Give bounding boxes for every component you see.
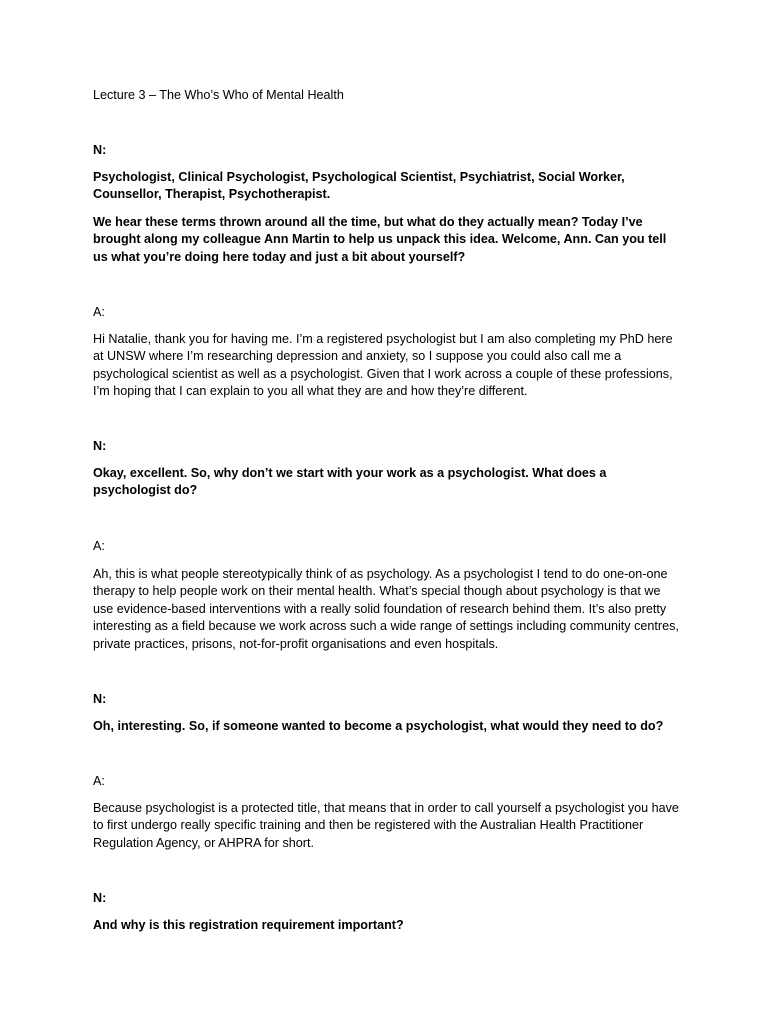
speaker-label: A: bbox=[93, 539, 105, 553]
speaker-label: A: bbox=[93, 774, 105, 788]
interviewer-paragraph: And why is this registration requirement important? bbox=[93, 918, 404, 932]
interviewer-paragraph: Okay, excellent. So, why don’t we start with your work as a psychologist. What does a psychologist do? bbox=[93, 466, 607, 498]
interviewer-paragraph: Psychologist, Clinical Psychologist, Psychological Scientist, Psychiatrist, Social Worker, Counsellor, Therapist, Psychotherapist. bbox=[93, 170, 625, 202]
speaker-label: N: bbox=[93, 143, 107, 157]
speaker-label: A: bbox=[93, 305, 105, 319]
answer-paragraph: Hi Natalie, thank you for having me. I’m a registered psychologist but I am also completing my PhD here at UNSW where I’m researching depression and anxiety, so I suppose you could also call me a psychological scientist as well as a psychologist. Given that I work across a couple of these professions, I’m hoping that I can explain to you all what they are and how they’re different. bbox=[93, 332, 673, 399]
interviewer-paragraph: Oh, interesting. So, if someone wanted to become a psychologist, what would they need to do? bbox=[93, 719, 664, 733]
interviewer-paragraph: We hear these terms thrown around all the time, but what do they actually mean? Today I’ve brought along my colleague Ann Martin to help us unpack this idea. Welcome, Ann. Can you tell us what you’re doing here today and just a bit about yourself? bbox=[93, 215, 667, 264]
speaker-label: N: bbox=[93, 891, 107, 905]
speaker-label: N: bbox=[93, 439, 107, 453]
page-title: Lecture 3 – The Who’s Who of Mental Health bbox=[93, 88, 344, 102]
answer-paragraph: Ah, this is what people stereotypically think of as psychology. As a psychologist I tend to do one-on-one therapy to help people work on their mental health. What’s special though about psychology is that we use evidence-based interventions with a really solid foundation of research behind them. It’s also pretty interesting as a field because we work across such a wide range of settings including community centres, private practices, prisons, not-for-profit organisations and even hospitals. bbox=[93, 567, 679, 651]
answer-paragraph: Because psychologist is a protected title, that means that in order to call yourself a psychologist you have to first undergo really specific training and then be registered with the Australian Health Practitioner Regulation Agency, or AHPRA for short. bbox=[93, 801, 679, 850]
speaker-label: N: bbox=[93, 692, 107, 706]
